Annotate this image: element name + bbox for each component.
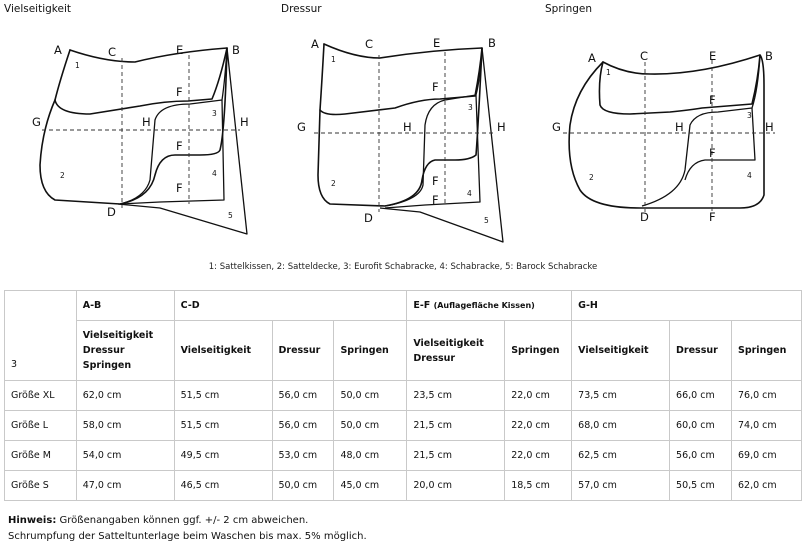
label-d: D <box>364 211 373 225</box>
layer-number: 5 <box>484 216 489 225</box>
size-table <box>4 290 802 501</box>
label-f: F <box>709 93 716 107</box>
cell-cd-s: 48,0 cm <box>334 441 407 471</box>
cell-gh-v: 73,5 cm <box>572 381 670 411</box>
layer-number: 5 <box>228 211 233 220</box>
label-e: E <box>433 36 441 50</box>
diagram-title-vielseitigkeit: Vielseitigkeit <box>4 3 71 15</box>
cell-cd-v: 51,5 cm <box>174 411 272 441</box>
label-d: D <box>107 205 116 219</box>
cell-cd-v: 49,5 cm <box>174 441 272 471</box>
cell-cd-v: 46,5 cm <box>174 471 272 501</box>
cell-ab: 62,0 cm <box>76 381 174 411</box>
label-g: G <box>552 120 561 134</box>
cell-gh-d: 56,0 cm <box>670 441 732 471</box>
cell-gh-s: 69,0 cm <box>731 441 801 471</box>
layer-1-outline <box>55 48 227 114</box>
cell-cd-s: 50,0 cm <box>334 411 407 441</box>
corner-cell: 3 <box>5 291 77 381</box>
cell-gh-v: 68,0 cm <box>572 411 670 441</box>
size-label: Größe L <box>5 411 77 441</box>
cell-ef-s: 22,0 cm <box>505 411 572 441</box>
layer-2-outline <box>318 44 482 206</box>
size-label: Größe M <box>5 441 77 471</box>
label-f: F <box>432 80 439 94</box>
layer-5-outline <box>380 48 503 242</box>
label-c: C <box>108 45 117 59</box>
label-b: B <box>765 49 773 63</box>
subheader-gh-springen: Springen <box>731 321 801 381</box>
subheader-cd-springen: Springen <box>334 321 407 381</box>
subheader-cd-dressur: Dressur <box>272 321 334 381</box>
layer-4-outline <box>385 95 480 208</box>
hint-text-1: Größenangaben können ggf. +/- 2 cm abweichen. <box>59 515 309 526</box>
label-b: B <box>488 36 496 50</box>
cell-gh-s: 74,0 cm <box>731 411 801 441</box>
layer-number: 4 <box>212 169 217 178</box>
subheader-ef-springen: Springen <box>505 321 572 381</box>
layer-4-outline <box>120 100 224 204</box>
hint-label: Hinweis: <box>8 515 57 526</box>
cell-gh-d: 60,0 cm <box>670 411 732 441</box>
diagram-title-dressur: Dressur <box>281 3 322 15</box>
layer-number: 1 <box>606 68 611 77</box>
subheader-ab: Vielseitigkeit Dressur Springen <box>76 321 174 381</box>
label-f: F <box>432 193 439 207</box>
label-h: H <box>142 115 151 129</box>
label-a: A <box>588 51 596 65</box>
cell-gh-d: 66,0 cm <box>670 381 732 411</box>
subheader-gh-dressur: Dressur <box>670 321 732 381</box>
table-row <box>5 411 802 441</box>
layer-3-outline <box>120 48 227 204</box>
table-header-groups <box>5 291 802 321</box>
cell-ef-s: 22,0 cm <box>505 441 572 471</box>
layer-number: 3 <box>212 109 217 118</box>
header-e-f-note: (Auflagefläche Kissen) <box>433 301 535 310</box>
diagram-vielseitigkeit <box>32 43 249 234</box>
label-f: F <box>432 174 439 188</box>
table-header-disciplines <box>5 321 802 381</box>
subheader-gh-vielseitigkeit: Vielseitigkeit <box>572 321 670 381</box>
cell-ab: 47,0 cm <box>76 471 174 501</box>
layer-1-outline <box>599 55 760 114</box>
cell-ab: 58,0 cm <box>76 411 174 441</box>
header-e-f <box>407 291 572 321</box>
cell-cd-d: 53,0 cm <box>272 441 334 471</box>
label-h: H <box>240 115 249 129</box>
layer-number: 3 <box>468 103 473 112</box>
label-b: B <box>232 43 240 57</box>
layer-2-outline <box>40 48 227 204</box>
hint-note <box>8 513 367 543</box>
cell-ef-vd: 20,0 cm <box>407 471 505 501</box>
label-f: F <box>176 85 183 99</box>
cell-cd-d: 50,0 cm <box>272 471 334 501</box>
cell-cd-s: 50,0 cm <box>334 381 407 411</box>
label-a: A <box>54 43 62 57</box>
label-f: F <box>709 210 716 224</box>
label-f: F <box>709 146 716 160</box>
label-c: C <box>640 49 649 63</box>
cell-gh-s: 62,0 cm <box>731 471 801 501</box>
table-row <box>5 381 802 411</box>
cell-gh-v: 62,5 cm <box>572 441 670 471</box>
cell-cd-v: 51,5 cm <box>174 381 272 411</box>
saddle-pad-diagrams <box>0 0 806 262</box>
hint-line-2: Schrumpfung der Satteltunterlage beim Waschen bis max. 5% möglich. <box>8 531 367 542</box>
table-row <box>5 441 802 471</box>
label-f: F <box>176 139 183 153</box>
layer-number: 2 <box>589 173 594 182</box>
cell-gh-s: 76,0 cm <box>731 381 801 411</box>
diagram-springen <box>552 49 775 224</box>
size-label: Größe S <box>5 471 77 501</box>
label-h: H <box>675 120 684 134</box>
cell-ef-vd: 23,5 cm <box>407 381 505 411</box>
label-c: C <box>365 37 374 51</box>
label-e: E <box>709 49 717 63</box>
cell-cd-s: 45,0 cm <box>334 471 407 501</box>
layer-number: 1 <box>75 61 80 70</box>
cell-ef-s: 18,5 cm <box>505 471 572 501</box>
cell-cd-d: 56,0 cm <box>272 381 334 411</box>
diagram-title-springen: Springen <box>545 3 592 15</box>
layer-number: 2 <box>331 179 336 188</box>
header-e-f-label: E-F <box>413 300 431 311</box>
cell-gh-d: 50,5 cm <box>670 471 732 501</box>
cell-ef-s: 22,0 cm <box>505 381 572 411</box>
label-g: G <box>297 120 306 134</box>
label-g: G <box>32 115 41 129</box>
layer-number: 3 <box>747 111 752 120</box>
cell-ab: 54,0 cm <box>76 441 174 471</box>
layer-2-outline <box>569 55 764 208</box>
header-c-d: C-D <box>174 291 407 321</box>
header-g-h: G-H <box>572 291 802 321</box>
label-e: E <box>176 43 184 57</box>
layer-number: 2 <box>60 171 65 180</box>
label-h: H <box>403 120 412 134</box>
diagram-legend: 1: Sattelkissen, 2: Satteldecke, 3: Eurofit Schabracke, 4: Schabracke, 5: Barock Schabracke <box>208 262 598 272</box>
layer-3-outline <box>642 55 760 206</box>
cell-ef-vd: 21,5 cm <box>407 411 505 441</box>
diagram-dressur <box>297 36 506 242</box>
subheader-ef-vielseitigkeit-dressur: Vielseitigkeit Dressur <box>407 321 505 381</box>
layer-number: 1 <box>331 55 336 64</box>
cell-ef-vd: 21,5 cm <box>407 441 505 471</box>
label-d: D <box>640 210 649 224</box>
layer-number: 4 <box>747 171 752 180</box>
subheader-cd-vielseitigkeit: Vielseitigkeit <box>174 321 272 381</box>
label-f: F <box>176 181 183 195</box>
table-row <box>5 471 802 501</box>
label-a: A <box>311 37 319 51</box>
cell-gh-v: 57,0 cm <box>572 471 670 501</box>
label-h: H <box>765 120 774 134</box>
label-h: H <box>497 120 506 134</box>
header-a-b: A-B <box>76 291 174 321</box>
hint-line-1 <box>8 513 367 529</box>
size-label: Größe XL <box>5 381 77 411</box>
layer-number: 4 <box>467 189 472 198</box>
cell-cd-d: 56,0 cm <box>272 411 334 441</box>
